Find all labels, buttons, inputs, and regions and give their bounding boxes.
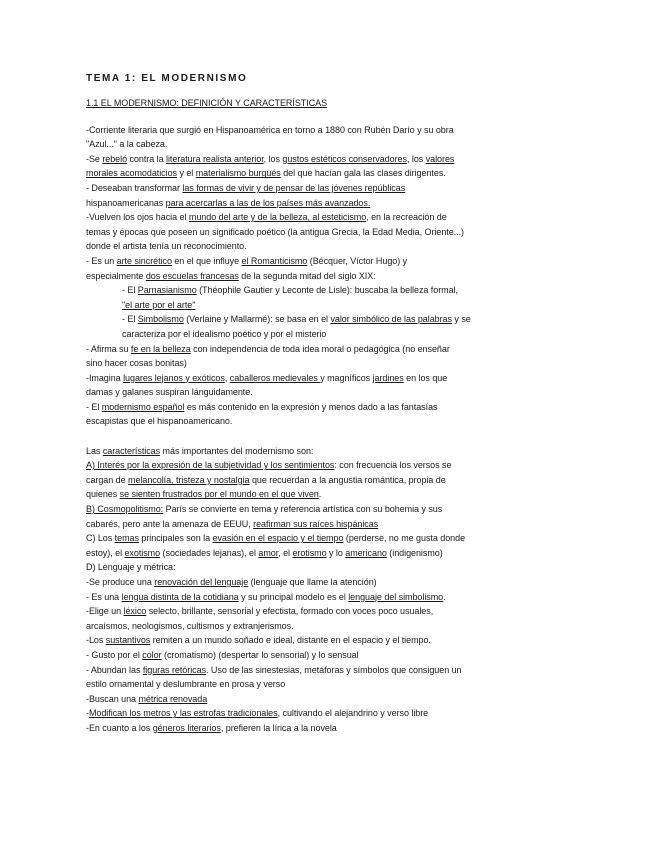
text-run: de la segunda mitad del siglo XIX: [238,270,376,281]
underlined-text: géneros literarios [152,722,221,733]
text-line [86,239,582,254]
text-line [86,663,582,678]
document-body [86,123,582,736]
underlined-text: el Romanticismo [241,255,308,266]
text-run: - El [122,314,138,325]
underlined-text: B) Cosmopolitismo: [86,504,164,515]
text-line [86,269,582,284]
text-run: -En cuanto a los [86,722,153,733]
text-run: C) Los [86,533,115,544]
blank-line [86,429,582,444]
text-run: en el que influye [171,255,242,266]
text-line [86,648,582,663]
text-run: que recuerdan a la angustia romántica, propia de [249,474,446,485]
text-run: , los [406,153,426,164]
text-run: . [318,489,322,500]
text-run: , el [278,547,293,558]
underlined-text: dos escuelas francesas [145,270,239,281]
text-line [86,123,582,138]
underlined-text: materialismo burgués [195,168,281,179]
text-run: del que hacían gala las clases dirigentes. [280,168,446,179]
underlined-text: modernismo español [101,401,185,412]
underlined-text: lugares lejanos y exóticos [123,372,225,383]
underlined-text: jardines [372,372,404,383]
text-line [86,692,582,707]
text-line [86,487,582,502]
underlined-text: Parnasianismo [137,285,197,296]
text-run: y se [451,314,471,325]
underlined-text: exotismo [124,547,161,558]
text-run: - El [122,285,138,296]
text-run: selecto, brillante, sensorial y efectista, formado con voces poco usuales, [146,606,434,617]
text-line [86,444,582,459]
text-line [86,458,582,473]
text-run: (lenguaje que llame la atención) [248,577,377,587]
text-run: estilo ornamental y deslumbrante en prosa y verso [86,679,286,690]
text-run: con independencia de toda idea moral o pedagógica (no enseñar [190,343,450,354]
text-line [86,254,582,269]
text-line [86,400,582,415]
text-run: - Afirma su [86,343,131,354]
underlined-text: características [102,445,161,456]
text-run: -Elige un [86,606,124,617]
underlined-text: se sienten frustrados por el mundo en el que viven [119,489,319,500]
document-title: TEMA 1: EL MODERNISMO [86,73,248,84]
underlined-text: melancolía, tristeza y nostalgia [128,474,250,485]
text-run: "Azul..." a la cabeza. [86,139,168,150]
underlined-text: gustos estéticos conservadores [282,153,407,164]
text-line [86,166,582,181]
text-line [86,225,582,240]
indented-text-line [86,327,582,342]
underlined-text: "el arte por el arte" [122,299,196,310]
text-run: -Imagina [86,372,124,383]
text-line [86,721,582,736]
text-run: arcaísmos, neologismos, cultismos y extranjerismos. [86,620,294,631]
text-run: y magníficos [320,372,373,383]
underlined-text: temas [114,533,139,544]
text-line [86,575,582,590]
text-run: especialmente [86,270,146,281]
underlined-text: léxico [123,606,147,617]
text-run: - Gusto por el [86,649,143,660]
text-run: -Buscan una [86,693,139,704]
text-run: remiten a un mundo soñado e ideal, distante en el espacio y el tiempo. [150,635,431,646]
text-run: y lo [326,547,346,558]
text-line [86,604,582,619]
text-line [86,619,582,634]
text-line [86,414,582,429]
text-run: -Los [86,635,106,646]
underlined-text: americano [345,547,387,558]
underlined-text: valor simbólico de las palabras [330,314,452,325]
text-line [86,677,582,692]
underlined-text: Simbolismo [137,314,184,325]
text-run: (indigenismo) [386,547,443,558]
indented-text-line [86,283,582,298]
text-line [86,502,582,517]
text-run: principales son la [138,533,213,544]
text-run: y el [177,168,196,179]
underlined-text: morales acomodaticios [86,168,177,179]
indented-text-line [86,298,582,313]
text-line [86,473,582,488]
underlined-text: figuras retóricas [142,664,207,675]
underlined-text: lenguaje del simbolismo [348,591,444,602]
text-run: -Corriente literaria que surgió en Hispanoamérica en torno a 1880 con Rubén Darío y su obra [86,124,454,135]
underlined-text: para acercarlas a las de los países más avanzados. [165,197,371,208]
text-run: , cultivando el alejandrino y verso libre [277,708,429,719]
underlined-text: arte sincrético [116,255,172,266]
text-run: París se convierte en tema y referencia artística con su bohemia y sus [163,504,443,515]
text-run: damas y galanes suspiran lánguidamente. [86,387,253,398]
text-line [86,181,582,196]
text-run: escapistas que el hispanoamericano. [86,416,233,427]
underlined-text: color [142,649,162,660]
text-run: más importantes del modernismo son: [160,445,314,456]
text-run: cabarés, pero ante la amenaza de EEUU, [86,518,254,529]
text-run: - [86,708,89,719]
underlined-text: valores [425,153,455,164]
underlined-text: evasión en el espacio y el tiempo [212,533,344,544]
underlined-text: métrica renovada [138,693,208,704]
text-line [86,633,582,648]
text-run: sino hacer cosas bonitas) [86,358,187,369]
text-line [86,137,582,152]
text-line [86,342,582,357]
underlined-text: fe en la belleza [130,343,191,354]
text-run: -Se [86,153,103,164]
text-run: contra la [127,153,167,164]
text-run: , prefieren la lírica a la novela [220,722,337,733]
text-line [86,546,582,561]
text-run: temas y épocas que poseen un significado poético (la antigua Grecia, la Edad Media, Oriente...) [86,226,464,237]
text-line [86,210,582,225]
text-run: . Uso de las sinestesias, metáforas y símbolos que consiguen un [206,664,462,675]
text-run: -Se produce una [86,577,155,587]
text-line [86,356,582,371]
underlined-text: Modifican los metros y las estrofas tradicionales [88,708,278,719]
text-run: , [224,372,230,383]
text-run: estoy), el [86,547,125,558]
underlined-text: sustantivos [105,635,151,646]
text-run: (Bécquer, Víctor Hugo) y [307,255,408,266]
text-run: D) Lenguaje y métrica: [86,562,176,573]
text-run: - El [86,401,102,412]
text-run: (Verlaine y Mallarmé): se basa en el [183,314,331,325]
text-run: donde el artista tenía un reconocimiento. [86,241,247,252]
text-run: quienes [86,489,120,500]
text-run: (sociedades lejanas), el [160,547,259,558]
text-line [86,196,582,211]
underlined-text: caballeros medievales [229,372,321,383]
underlined-text: literatura realista anterior [166,153,264,164]
text-line [86,560,582,575]
text-run: (Théophile Gautier y Leconte de Lisle): buscaba la belleza formal, [196,285,458,296]
text-run: caracteriza por el idealismo poético y por el misterio [122,328,327,339]
underlined-text: mundo del arte y de la belleza, al esteticismo [188,212,367,223]
text-run: en los que [403,372,448,383]
text-run: hispanoamericanas [86,197,166,208]
text-run: Las [86,445,103,456]
text-run: : con frecuencia los versos se [334,460,452,471]
text-run: - Abundan las [86,664,143,675]
text-run: cargan de [86,474,129,485]
underlined-text: A) Interés por la expresión de la subjetividad y los sentimientos [86,460,335,471]
text-run: - Es una [86,591,122,602]
underlined-text: lengua distinta de la cotidiana [121,591,239,602]
text-line [86,371,582,386]
text-run: y su principal modelo es el [238,591,349,602]
text-run: es más contenido en la expresión y menos dado a las fantasías [184,401,438,412]
text-run: - Es un [86,255,117,266]
text-run: (perderse, no me gusta donde [343,533,466,544]
underlined-text: erotismo [292,547,327,558]
text-line [86,385,582,400]
indented-text-line [86,312,582,327]
underlined-text: reafirman sus raíces hispánicas [253,518,379,529]
underlined-text: rebeló [102,153,128,164]
text-run: -Vuelven los ojos hacia el [86,212,189,223]
text-line [86,531,582,546]
text-line [86,590,582,605]
underlined-text: renovación del lenguaje [154,577,249,587]
underlined-text: amor [258,547,279,558]
text-line [86,152,582,167]
section-heading: 1.1 EL MODERNISMO: DEFINICIÓN Y CARACTERÍSTICAS [86,98,328,108]
text-run: . [443,591,446,602]
text-run: , los [263,153,283,164]
text-line [86,706,582,721]
text-run: , en la recreación de [366,212,447,223]
text-run: (cromatismo) (despertar lo sensorial) y lo sensual [161,649,359,660]
underlined-text: las formas de vivir y de pensar de las jóvenes repúblicas [182,182,406,193]
document-page [86,72,582,736]
text-line [86,517,582,532]
text-run: - Deseaban transformar [86,182,183,193]
